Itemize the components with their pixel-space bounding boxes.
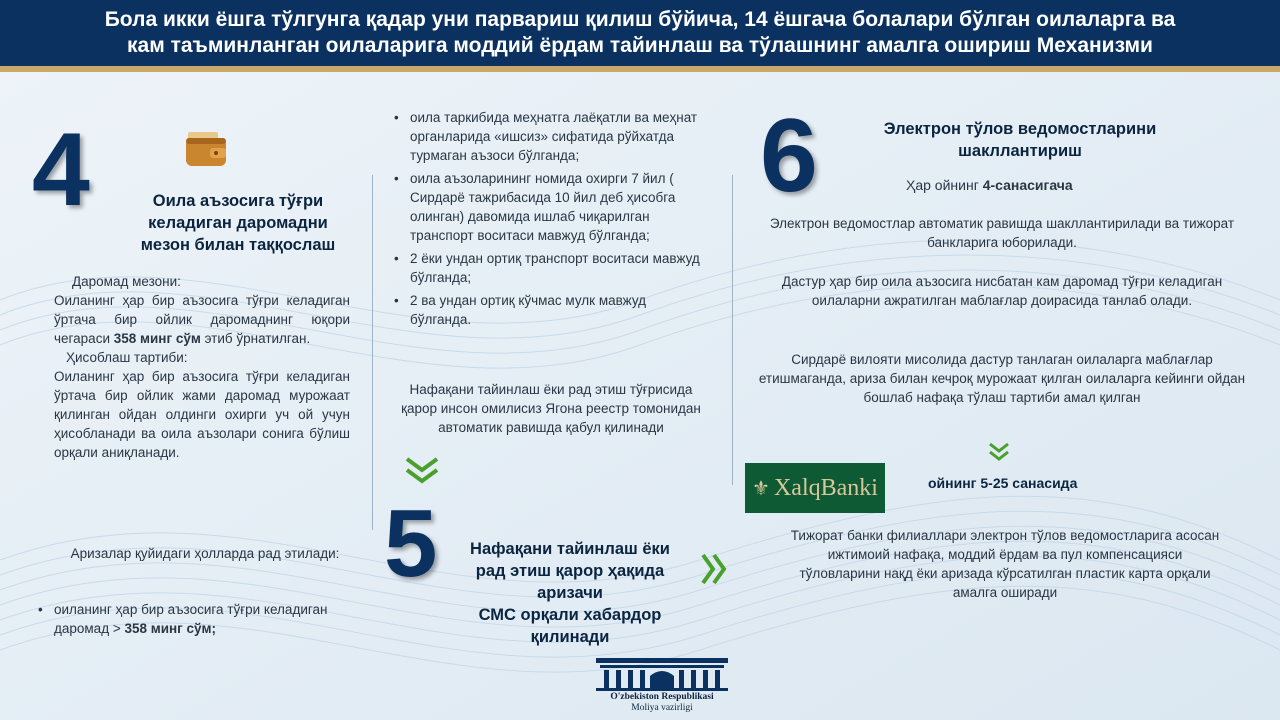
- chevron-right-icon: [700, 552, 730, 586]
- criterion-label: Даромад мезони:: [72, 274, 181, 289]
- step4-title: [118, 190, 358, 256]
- step6-number: 6: [760, 98, 818, 214]
- criterion-tail: этиб ўрнатилган.: [200, 331, 311, 346]
- criterion-amount: 358 минг сўм: [113, 331, 201, 346]
- calc-label: Ҳисоблаш тартиби:: [66, 350, 188, 365]
- bank-logo-text: XalqBanki: [773, 474, 878, 501]
- middle-list-item: • 2 ёки ундан ортиқ транспорт воситаси мавжуд бўлганда;: [392, 249, 702, 287]
- footer-org-line1: O'zbekiston Respublikasi: [610, 692, 714, 702]
- footer-org-line2: Moliya vazirligi: [631, 703, 693, 713]
- reject-item: [36, 600, 356, 638]
- header-gold-stripe: [0, 66, 1280, 72]
- step6-para2: Дастур ҳар бир оила аъзосига нисбатан кам даромад тўғри келадиган оилаларни ажратилган маблағлар доирасида танлаб олади.: [781, 274, 1223, 308]
- reject-heading: Аризалар қуйидаги ҳолларда рад этилади:: [70, 546, 340, 561]
- bank-logo-mark-icon: ⚜: [752, 477, 770, 500]
- xalq-bank-logo: [745, 463, 885, 513]
- step4-number: 4: [32, 112, 90, 228]
- bank-schedule: ойнинг 5-25 санасида: [928, 475, 1078, 491]
- middle-list-item: • оила таркибида меҳнатга лаёқатли ва меҳнат органларида «ишсиз» сифатида рўйхатда турмаган аъзоси бўлганда;: [392, 108, 702, 165]
- ministry-building-icon: [594, 656, 730, 692]
- header-title-line1: Бола икки ёшга тўлгунга қадар уни парвариш қилиш бўйича, 14 ёшгача болалари бўлган оилаларга ва: [104, 8, 1176, 31]
- step6-para1: Электрон ведомостлар автоматик равишда шакллантирилади ва тижорат банкларига юборилади.: [769, 216, 1235, 250]
- step6-title-line2: шакллантириш: [958, 142, 1082, 160]
- schedule-bold: 4-санасигача: [982, 177, 1073, 193]
- step5-title: [448, 538, 692, 648]
- step4-criterion-block: [54, 272, 350, 462]
- middle-list-item: • 2 ва ундан ортиқ кўчмас мулк мавжуд бўлганда.: [392, 291, 702, 329]
- header-title-line2: кам таъминланган оилаларига моддий ёрдам тайинлаш ва тўлашнинг амалга ошириш Механизми: [127, 34, 1153, 57]
- step6-schedule: [906, 176, 1166, 195]
- step5-title-line2: рад этиш қарор ҳақида: [475, 562, 665, 580]
- criterion-text: [54, 291, 350, 348]
- schedule-prefix: Ҳар ойнинг: [906, 177, 983, 193]
- step4-title-line2: келадиган даромадни: [148, 214, 328, 232]
- middle-reject-list: [392, 108, 702, 333]
- reject-list: [36, 600, 356, 642]
- divider-right: [732, 175, 733, 485]
- bank-text: Тижорат банки филиаллари электрон тўлов ведомостларига асосан ижтимоий нафақа, моддий ёрдам ва пул компенсацияси тўловларини нақд ёки аризада кўрсатилган пластик карта орқали амалга оширади: [790, 528, 1220, 600]
- step5-title-line4: СМС орқали хабардор: [478, 606, 662, 624]
- chevron-down-icon: [404, 456, 440, 486]
- chevron-down-small-icon: [988, 442, 1010, 462]
- divider-left: [372, 175, 373, 530]
- step5-title-line3: аризачи: [537, 584, 603, 602]
- step6-title-line1: Электрон тўлов ведомостларини: [883, 120, 1157, 138]
- calc-text: Оиланинг ҳар бир аъзосига тўғри келадиган ўртача бир ойлик жами даромад мурожаат қилинган ойдан олдинги охирги уч ой учун ҳисобланади ва оила аъзолари сонига бўлиш орқали аниқланади.: [54, 369, 350, 460]
- reject-item-text: оиланинг ҳар бир аъзосига тўғри келадиган даромад >: [54, 602, 328, 636]
- decision-text: Нафақани тайинлаш ёки рад этиш тўғрисида қарор инсон омилисиз Ягона реестр томонидан автоматик равишда қабул қилинади: [401, 382, 701, 435]
- reject-item-amount: 358 минг сўм;: [124, 621, 217, 636]
- middle-list-item: • оила аъзоларининг номида охирги 7 йил ( Сирдарё тажрибасида 10 йил деб ҳисобга олинган) давомида ишлаб чиқарилган транспорт воситаси мавжуд бўлганда;: [392, 169, 702, 245]
- step5-title-line1: Нафақани тайинлаш ёки: [470, 540, 670, 558]
- page-header: [0, 0, 1280, 66]
- footer-org: [578, 692, 746, 714]
- step6-para3: Сирдарё вилояти мисолида дастур танлаган оилаларга маблағлар етишмаганда, ариза билан кечроқ мурожаат қилган оилаларга кейинги ойдан бошлаб нафақа тўлаш тартиби амал қилган: [758, 352, 1246, 405]
- step5-number: 5: [384, 490, 438, 597]
- step4-title-line1: Оила аъзосига тўғри: [152, 192, 324, 210]
- step6-title: [880, 118, 1160, 162]
- step5-title-line5: қилинади: [530, 628, 610, 646]
- wallet-icon: [184, 124, 230, 170]
- criterion-desc: Оиланинг ҳар бир аъзосига тўғри келадиган ўртача бир ойлик даромаднинг юқори чегараси: [54, 293, 350, 346]
- step4-title-line3: мезон билан таққослаш: [140, 236, 336, 254]
